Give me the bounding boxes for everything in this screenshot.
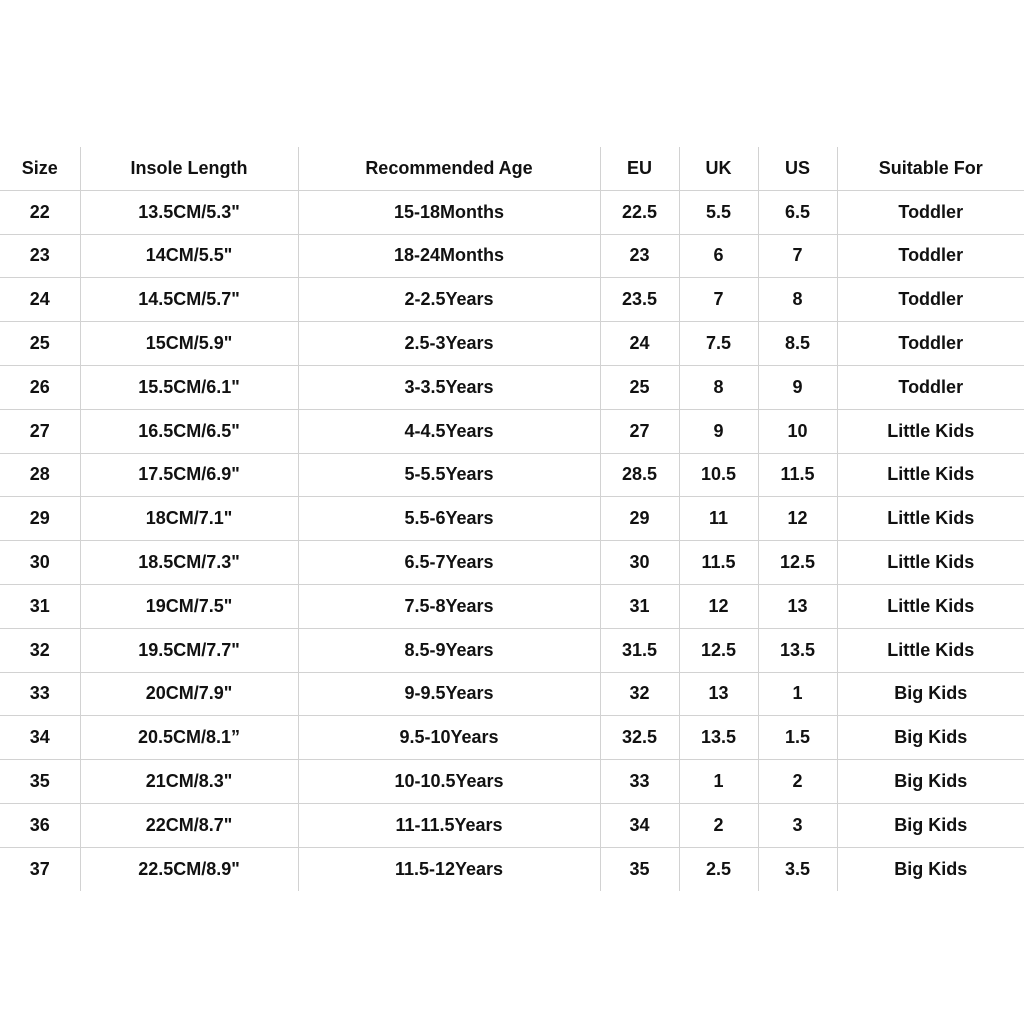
cell-us: 8.5	[758, 322, 837, 366]
cell-us: 10	[758, 409, 837, 453]
cell-recommended-age: 11-11.5Years	[298, 803, 600, 847]
cell-uk: 7	[679, 278, 758, 322]
cell-us: 1	[758, 672, 837, 716]
cell-eu: 25	[600, 365, 679, 409]
cell-recommended-age: 18-24Months	[298, 234, 600, 278]
cell-eu: 31.5	[600, 628, 679, 672]
cell-size: 32	[0, 628, 80, 672]
cell-recommended-age: 10-10.5Years	[298, 760, 600, 804]
cell-insole-length: 19.5CM/7.7"	[80, 628, 298, 672]
cell-us: 11.5	[758, 453, 837, 497]
cell-us: 12	[758, 497, 837, 541]
cell-uk: 11.5	[679, 541, 758, 585]
cell-size: 36	[0, 803, 80, 847]
table-row	[0, 365, 1024, 409]
cell-eu: 34	[600, 803, 679, 847]
cell-uk: 5.5	[679, 190, 758, 234]
cell-suitable-for: Toddler	[837, 190, 1024, 234]
table-row	[0, 584, 1024, 628]
cell-suitable-for: Big Kids	[837, 760, 1024, 804]
cell-recommended-age: 8.5-9Years	[298, 628, 600, 672]
header-us: US	[758, 147, 837, 190]
cell-size: 23	[0, 234, 80, 278]
cell-suitable-for: Little Kids	[837, 453, 1024, 497]
cell-uk: 13	[679, 672, 758, 716]
cell-us: 3	[758, 803, 837, 847]
cell-size: 34	[0, 716, 80, 760]
cell-insole-length: 14.5CM/5.7"	[80, 278, 298, 322]
cell-suitable-for: Big Kids	[837, 847, 1024, 890]
table-row	[0, 672, 1024, 716]
table-body	[0, 190, 1024, 890]
header-eu: EU	[600, 147, 679, 190]
cell-eu: 30	[600, 541, 679, 585]
cell-insole-length: 13.5CM/5.3"	[80, 190, 298, 234]
table-row	[0, 803, 1024, 847]
cell-recommended-age: 5-5.5Years	[298, 453, 600, 497]
cell-insole-length: 17.5CM/6.9"	[80, 453, 298, 497]
cell-uk: 13.5	[679, 716, 758, 760]
cell-uk: 12.5	[679, 628, 758, 672]
cell-recommended-age: 7.5-8Years	[298, 584, 600, 628]
cell-recommended-age: 15-18Months	[298, 190, 600, 234]
cell-us: 7	[758, 234, 837, 278]
table-row	[0, 322, 1024, 366]
cell-size: 28	[0, 453, 80, 497]
table-row	[0, 628, 1024, 672]
cell-suitable-for: Big Kids	[837, 803, 1024, 847]
table-row	[0, 409, 1024, 453]
cell-eu: 29	[600, 497, 679, 541]
cell-eu: 33	[600, 760, 679, 804]
cell-size: 25	[0, 322, 80, 366]
cell-recommended-age: 9-9.5Years	[298, 672, 600, 716]
cell-size: 35	[0, 760, 80, 804]
cell-us: 13.5	[758, 628, 837, 672]
cell-eu: 23	[600, 234, 679, 278]
cell-uk: 11	[679, 497, 758, 541]
cell-size: 31	[0, 584, 80, 628]
table-row	[0, 847, 1024, 890]
cell-size: 27	[0, 409, 80, 453]
cell-eu: 28.5	[600, 453, 679, 497]
header-row	[0, 147, 1024, 190]
cell-uk: 1	[679, 760, 758, 804]
cell-recommended-age: 2.5-3Years	[298, 322, 600, 366]
cell-recommended-age: 3-3.5Years	[298, 365, 600, 409]
cell-uk: 8	[679, 365, 758, 409]
cell-us: 2	[758, 760, 837, 804]
cell-eu: 32.5	[600, 716, 679, 760]
cell-insole-length: 16.5CM/6.5"	[80, 409, 298, 453]
cell-suitable-for: Toddler	[837, 234, 1024, 278]
cell-insole-length: 18.5CM/7.3"	[80, 541, 298, 585]
cell-insole-length: 15CM/5.9"	[80, 322, 298, 366]
cell-eu: 27	[600, 409, 679, 453]
cell-insole-length: 14CM/5.5"	[80, 234, 298, 278]
cell-recommended-age: 4-4.5Years	[298, 409, 600, 453]
cell-size: 30	[0, 541, 80, 585]
cell-eu: 22.5	[600, 190, 679, 234]
cell-uk: 2	[679, 803, 758, 847]
cell-recommended-age: 5.5-6Years	[298, 497, 600, 541]
cell-eu: 31	[600, 584, 679, 628]
table-row	[0, 760, 1024, 804]
cell-recommended-age: 9.5-10Years	[298, 716, 600, 760]
cell-suitable-for: Toddler	[837, 278, 1024, 322]
table-row	[0, 234, 1024, 278]
cell-suitable-for: Big Kids	[837, 716, 1024, 760]
header-recommended-age: Recommended Age	[298, 147, 600, 190]
cell-insole-length: 18CM/7.1"	[80, 497, 298, 541]
cell-size: 37	[0, 847, 80, 890]
table-row	[0, 278, 1024, 322]
cell-size: 22	[0, 190, 80, 234]
cell-size: 26	[0, 365, 80, 409]
table-row	[0, 541, 1024, 585]
cell-insole-length: 20.5CM/8.1”	[80, 716, 298, 760]
cell-size: 24	[0, 278, 80, 322]
cell-insole-length: 15.5CM/6.1"	[80, 365, 298, 409]
cell-us: 3.5	[758, 847, 837, 890]
cell-insole-length: 22.5CM/8.9"	[80, 847, 298, 890]
cell-us: 12.5	[758, 541, 837, 585]
cell-suitable-for: Little Kids	[837, 628, 1024, 672]
cell-suitable-for: Little Kids	[837, 541, 1024, 585]
header-uk: UK	[679, 147, 758, 190]
cell-us: 1.5	[758, 716, 837, 760]
header-size: Size	[21, 157, 58, 178]
cell-uk: 9	[679, 409, 758, 453]
cell-uk: 10.5	[679, 453, 758, 497]
cell-suitable-for: Little Kids	[837, 497, 1024, 541]
cell-recommended-age: 2-2.5Years	[298, 278, 600, 322]
cell-eu: 35	[600, 847, 679, 890]
header-suitable-for: Suitable For	[837, 147, 1024, 190]
cell-uk: 6	[679, 234, 758, 278]
table-row	[0, 716, 1024, 760]
cell-us: 8	[758, 278, 837, 322]
cell-suitable-for: Toddler	[837, 365, 1024, 409]
cell-us: 13	[758, 584, 837, 628]
cell-eu: 32	[600, 672, 679, 716]
cell-uk: 12	[679, 584, 758, 628]
cell-size: 29	[0, 497, 80, 541]
header-insole-length: Insole Length	[80, 147, 298, 190]
cell-suitable-for: Toddler	[837, 322, 1024, 366]
cell-insole-length: 21CM/8.3"	[80, 760, 298, 804]
size-chart-table	[0, 147, 1024, 891]
cell-insole-length: 22CM/8.7"	[80, 803, 298, 847]
cell-suitable-for: Big Kids	[837, 672, 1024, 716]
cell-suitable-for: Little Kids	[837, 409, 1024, 453]
cell-us: 6.5	[758, 190, 837, 234]
cell-uk: 7.5	[679, 322, 758, 366]
cell-insole-length: 20CM/7.9"	[80, 672, 298, 716]
cell-eu: 24	[600, 322, 679, 366]
table-row	[0, 190, 1024, 234]
cell-us: 9	[758, 365, 837, 409]
cell-eu: 23.5	[600, 278, 679, 322]
cell-recommended-age: 11.5-12Years	[298, 847, 600, 890]
table-row	[0, 453, 1024, 497]
cell-size: 33	[0, 672, 80, 716]
cell-insole-length: 19CM/7.5"	[80, 584, 298, 628]
cell-suitable-for: Little Kids	[837, 584, 1024, 628]
table-row	[0, 497, 1024, 541]
cell-uk: 2.5	[679, 847, 758, 890]
cell-recommended-age: 6.5-7Years	[298, 541, 600, 585]
